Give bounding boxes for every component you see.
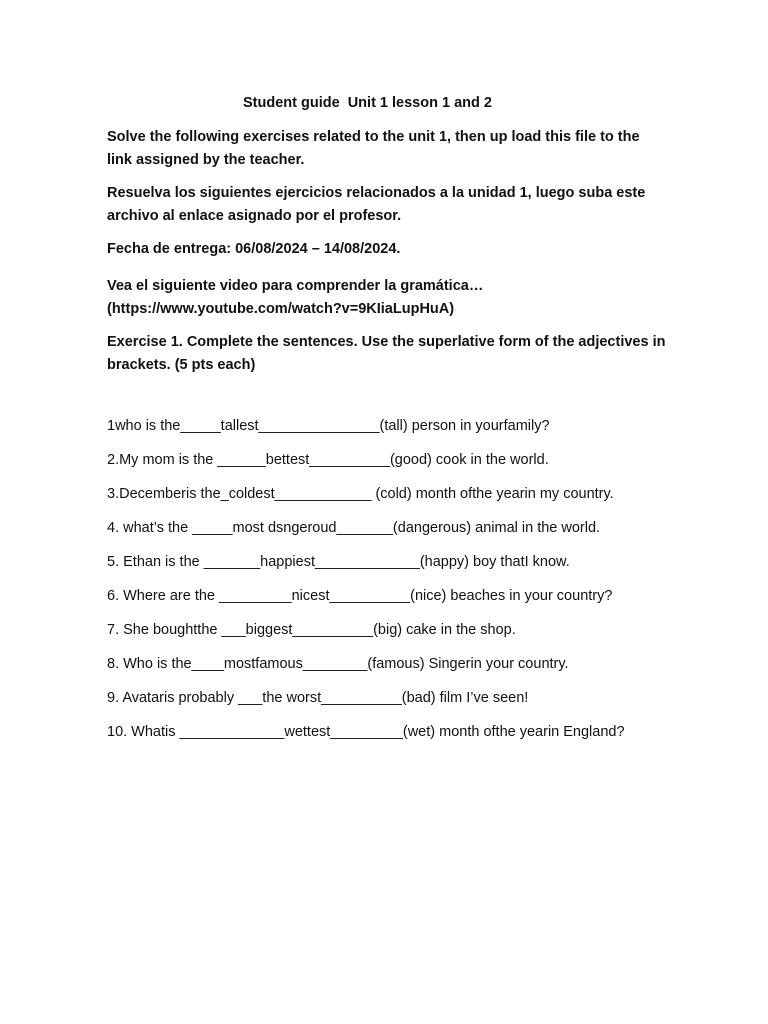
exercise-item: 7. She boughtthe ___biggest__________(big) cake in the shop. xyxy=(107,622,516,638)
instruction-spanish: Resuelva los siguientes ejercicios relacionados a la unidad 1, luego suba este archivo al enlace asignado por el profesor. xyxy=(107,185,646,224)
document-content xyxy=(107,94,667,755)
exercise-item: 6. Where are the _________nicest__________(nice) beaches in your country? xyxy=(107,588,613,604)
exercise-heading: Exercise 1. Complete the sentences. Use the superlative form of the adjectives in brackets. (5 pts each) xyxy=(107,334,666,373)
document-title: Student guide Unit 1 lesson 1 and 2 xyxy=(243,95,492,111)
exercise-item: 9. Avataris probably ___the worst__________(bad) film I’ve seen! xyxy=(107,690,529,706)
exercise-item: 5. Ethan is the _______happiest_____________(happy) boy thatI know. xyxy=(107,554,570,570)
exercise-item: 8. Who is the____mostfamous________(famous) Singerin your country. xyxy=(107,656,569,672)
instruction-english: Solve the following exercises related to the unit 1, then up load this file to the link assigned by the teacher. xyxy=(107,129,640,168)
exercise-item: 10. Whatis _____________wettest_________(wet) month ofthe yearin England? xyxy=(107,724,625,740)
exercise-item: 3.Decemberis the_coldest____________ (cold) month ofthe yearin my country. xyxy=(107,486,614,502)
video-link: (https://www.youtube.com/watch?v=9KIiaLupHuA) xyxy=(107,301,455,317)
due-date: Fecha de entrega: 06/08/2024 – 14/08/2024. xyxy=(107,241,401,257)
exercise-item: 1who is the_____tallest_______________(tall) person in yourfamily? xyxy=(107,418,550,434)
exercise-item: 4. what’s the _____most dsngeroud_______(dangerous) animal in the world. xyxy=(107,520,601,536)
video-reference xyxy=(107,275,667,321)
exercise-items xyxy=(107,415,667,745)
exercise-item: 2.My mom is the ______bettest__________(good) cook in the world. xyxy=(107,452,549,468)
video-reference-text: Vea el siguiente video para comprender la gramática… xyxy=(107,278,484,294)
